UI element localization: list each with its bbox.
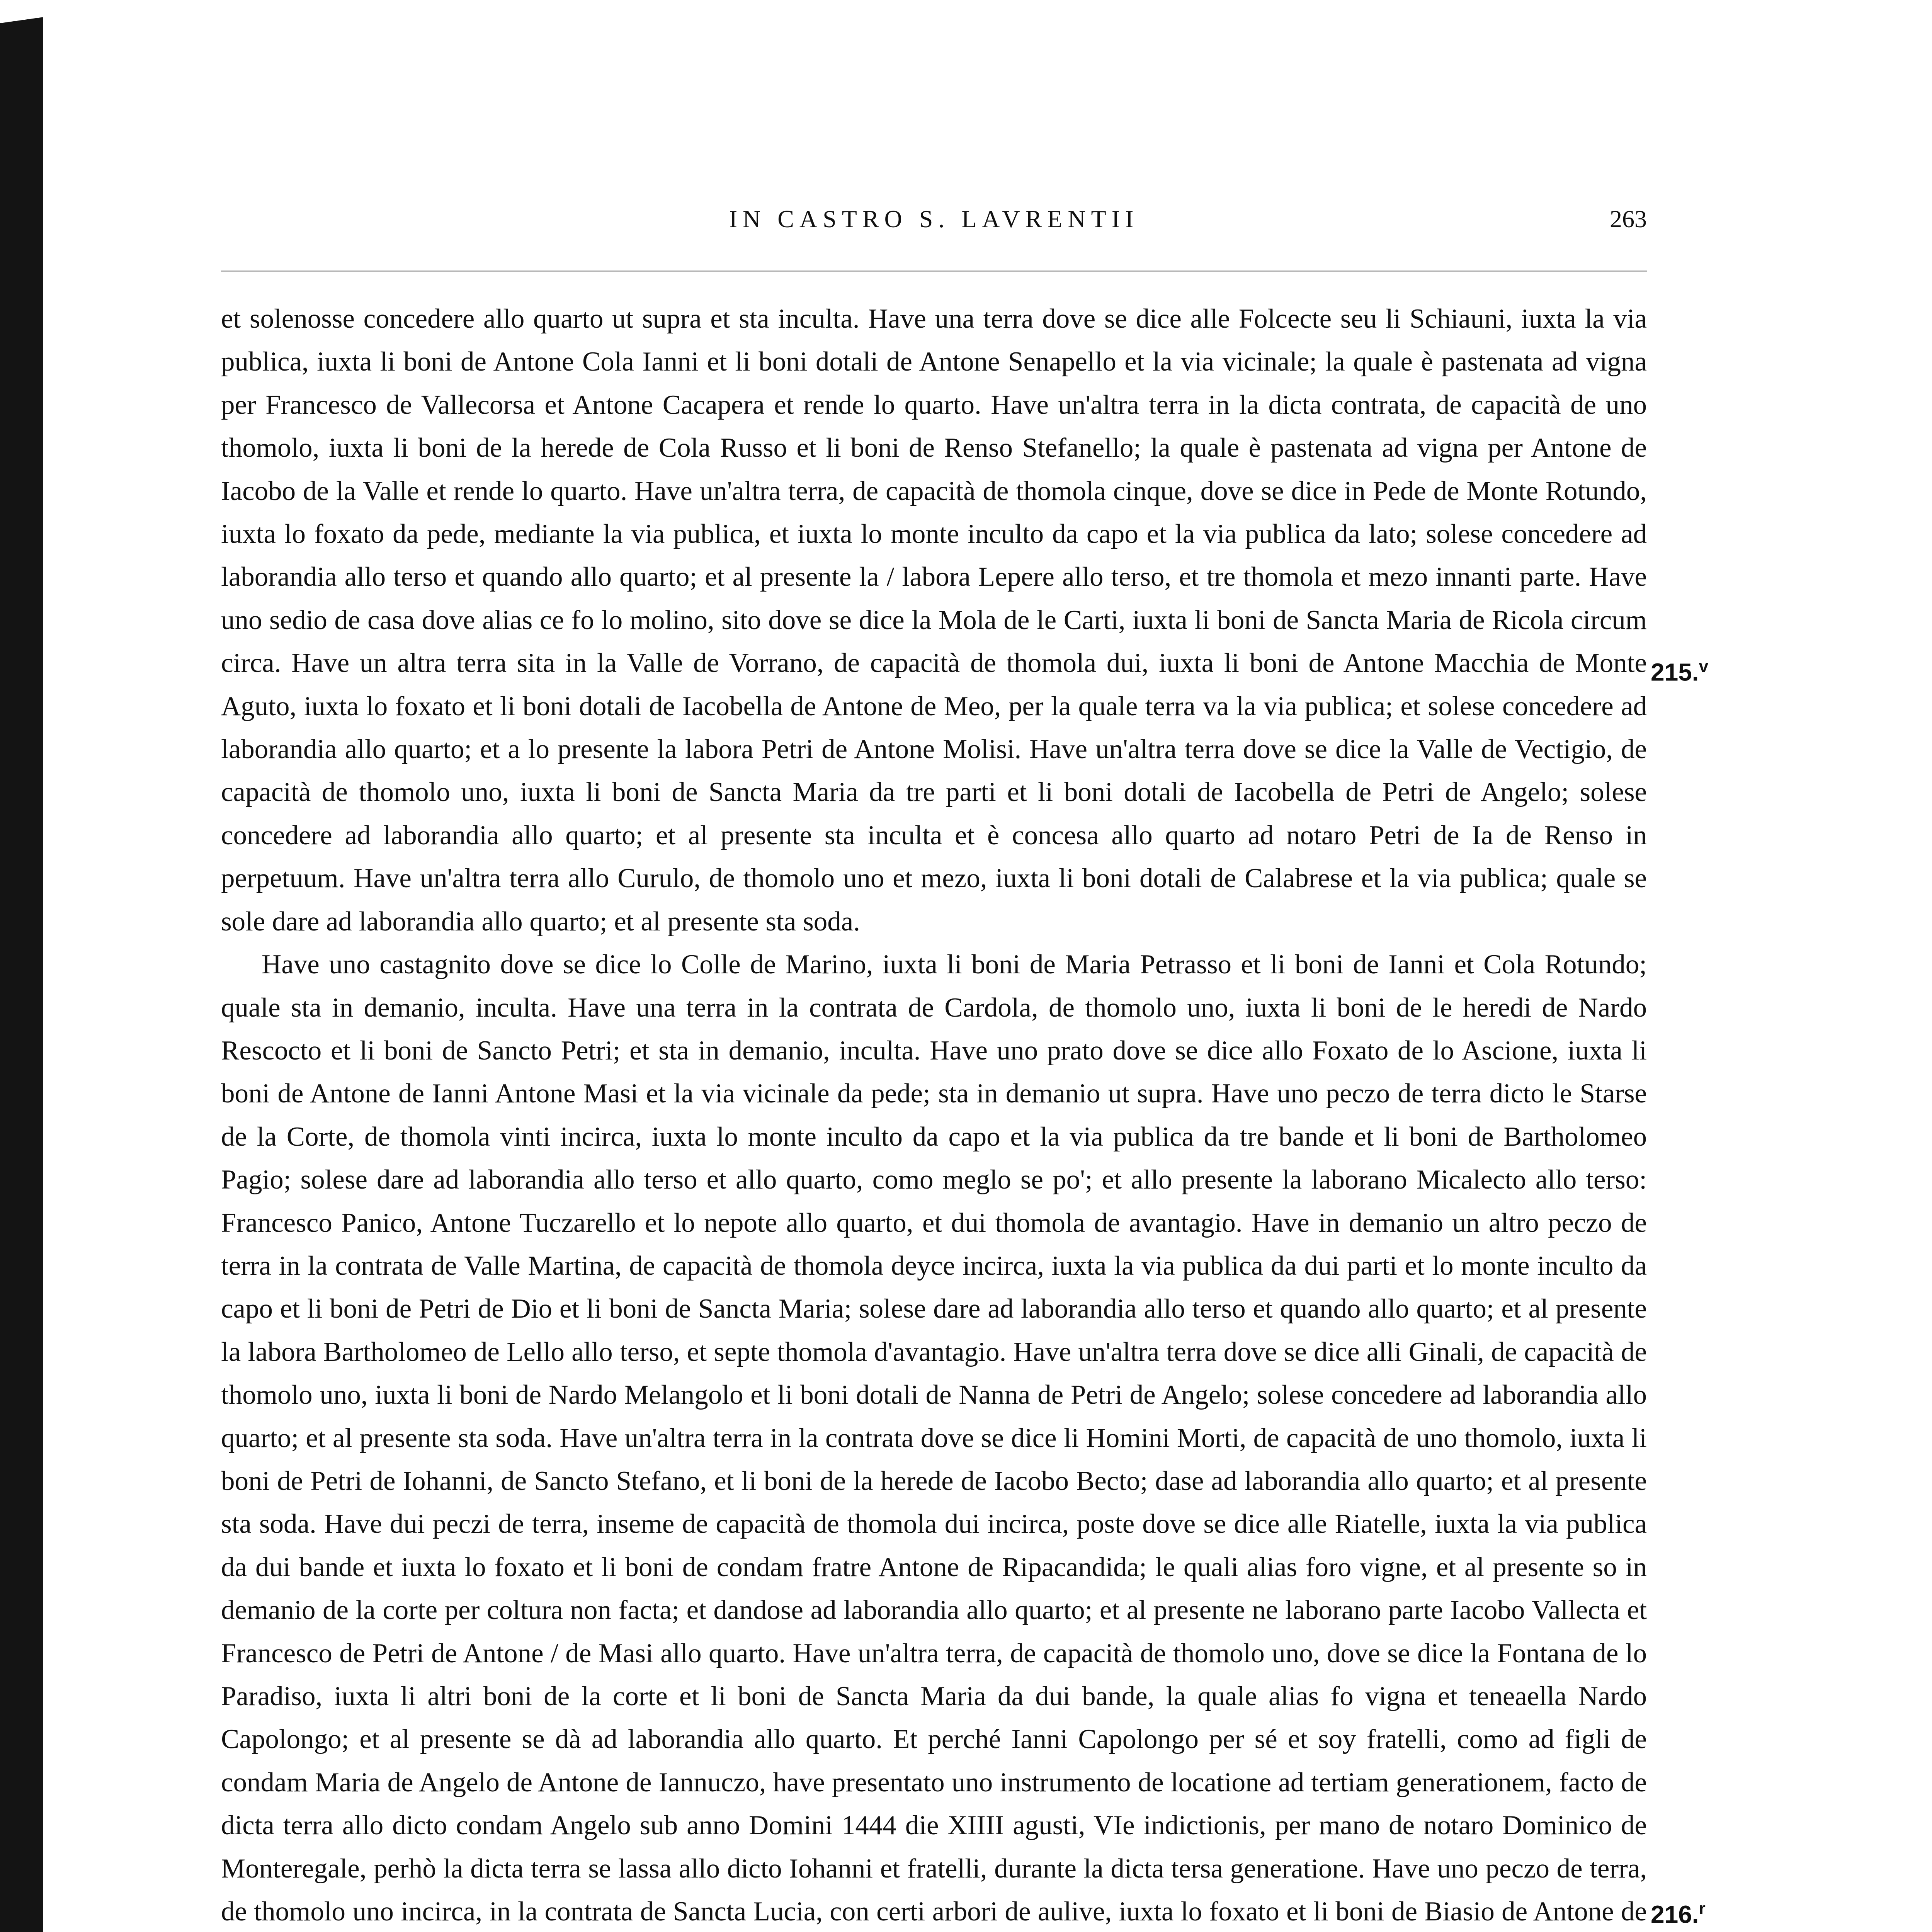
paragraph-2: Have uno castagnito dove se dice lo Colle de Marino, iuxta li boni de Maria Petrasso et li boni de Ianni et Cola Rotundo; quale sta in demanio, inculta. Have una terra in la contrata de Cardola, de thomolo uno, iuxta li boni de le heredi de Nardo Rescocto et li boni de Sancto Petri; et sta in demanio, inculta. Have uno prato dove se dice allo Foxato de lo Ascione, iuxta li boni de Antone de Ianni Antone Masi et la via vicinale da pede; sta in demanio ut supra. Have uno peczo de terra dicto le Starse de la Corte, de thomola vinti incirca, iuxta lo monte inculto da capo et la via publica da tre bande et li boni de Bartholomeo Pagio; solese dare ad laborandia allo terso et allo quarto, como meglo se po'; et allo presente la laborano Micalecto allo terso: Francesco Panico, Antone Tuczarello et lo nepote allo quarto, et dui thomola de avantagio. Have in demanio un altro peczo de terra in la contrata de Valle Martina, de capacità de thomola deyce incirca, iuxta la via publica da dui parti et lo monte inculto da capo et li boni de Petri de Dio et li boni de Sancta Maria; solese dare ad laborandia allo terso et quando allo quarto; et al presente la labora Bartholomeo de Lello allo terso, et septe thomola d'avantagio. Have un'altra terra dove se dice alli Ginali, de capacità de thomolo uno, iuxta li boni de Nardo Melangolo et li boni dotali de Nanna de Petri de Angelo; solese concedere ad laborandia allo quarto; et al presente sta soda. Have un'altra terra in la contrata dove se dice li Homini Morti, de capacità de uno thomolo, iuxta li boni de Petri de Iohanni, de Sancto Stefano, et li boni de la herede de Iacobo Becto; dase ad laborandia allo quarto; et al presente sta soda. Have dui peczi de terra, inseme de capacità de thomola dui incirca, poste dove se dice alle Riatelle, iuxta la via publica da dui bande et iuxta lo foxato et li boni de condam fratre Antone de Ripacandida; le quali alias foro vigne, et al presente so in demanio de la corte per coltura non facta; et dandose ad laborandia allo quarto; et al presente ne laborano parte Iacobo Vallecta et Francesco de Petri de Antone / de Masi allo quarto. Have un'altra terra, de capacità de thomolo uno, dove se dice la Fontana de lo Paradiso, iuxta li altri boni de la corte et li boni de Sancta Maria da dui bande, la quale alias fo vigna et teneaella Nardo Capolongo; et al presente se dà ad laborandia allo quarto. Et perché Ianni Capolongo per sé et soy fratelli, como ad figli de condam Maria de Angelo de Antone de Iannuczo, have presentato uno instrumento de locatione ad tertiam generationem, facto de dicta terra allo dicto condam Angelo sub anno Domini 1444 die XIIII agusti, VIe indictionis, per mano de notaro Dominico de Monteregale, perhò la dicta terra se lassa allo dicto Iohanni et fratelli, durante la dicta tersa generatione. Have uno peczo de terra, de thomolo uno incirca, in la contrata de Sancta Lucia, con certi arbori de aulive, iuxta lo foxato et li boni de Biasio de Antone de bbox=[221, 949, 1647, 1927]
book-spine-shadow bbox=[0, 0, 43, 1932]
folio-side: r bbox=[1699, 1899, 1706, 1918]
folio-number: 216. bbox=[1651, 1900, 1699, 1929]
body-text bbox=[221, 298, 1647, 1932]
folio-216r-note bbox=[1651, 1899, 1706, 1929]
folio-number: 215. bbox=[1651, 658, 1699, 686]
running-head bbox=[221, 205, 1647, 243]
folio-215v-note bbox=[1651, 657, 1708, 686]
running-title: IN CASTRO S. LAVRENTII bbox=[729, 205, 1139, 233]
page-number: 263 bbox=[1610, 205, 1647, 233]
header-rule bbox=[221, 270, 1647, 272]
paragraph-1: et solenosse concedere allo quarto ut supra et sta inculta. Have una terra dove se dice alle Folcecte seu li Schiauni, iuxta la via publica, iuxta li boni de Antone Cola Ianni et li boni dotali de Antone Senapello et la via vicinale; la quale è pastenata ad vigna per Francesco de Vallecorsa et Antone Cacapera et rende lo quarto. Have un'altra terra in la dicta contrata, de capacità de uno thomolo, iuxta li boni de la herede de Cola Russo et li boni de Renso Stefanello; la quale è pastenata ad vigna per Antone de Iacobo de la Valle et rende lo quarto. Have un'altra terra, de capacità de thomola cinque, dove se dice in Pede de Monte Rotundo, iuxta lo foxato da pede, mediante la via publica, et iuxta lo monte inculto da capo et la via publica da lato; solese concedere ad laborandia allo terso et quando allo quarto; et al presente la / labora Lepere allo terso, et tre thomola et mezo innanti parte. Have uno sedio de casa dove alias ce fo lo molino, sito dove se dice la Mola de le Carti, iuxta li boni de Sancta Maria de Ricola circum circa. Have un altra terra sita in la Valle de Vorrano, de capacità de thomola dui, iuxta li boni de Antone Macchia de Monte Aguto, iuxta lo foxato et li boni dotali de Iacobella de Antone de Meo, per la quale terra va la via publica; et solese concedere ad laborandia allo quarto; et a lo presente la labora Petri de Antone Molisi. Have un'altra terra dove se dice la Valle de Vectigio, de capacità de thomolo uno, iuxta li boni de Sancta Maria da tre parti et li boni dotali de Iacobella de Petri de Angelo; solese concedere ad laborandia allo quarto; et al presente sta inculta et è concesa allo quarto ad notaro Petri de Ia de Renso in perpetuum. Have un'altra terra allo Curulo, de thomolo uno et mezo, iuxta li boni dotali de Calabrese et la via publica; quale se sole dare ad laborandia allo quarto; et al presente sta soda. bbox=[221, 304, 1647, 937]
folio-side: v bbox=[1699, 657, 1709, 676]
